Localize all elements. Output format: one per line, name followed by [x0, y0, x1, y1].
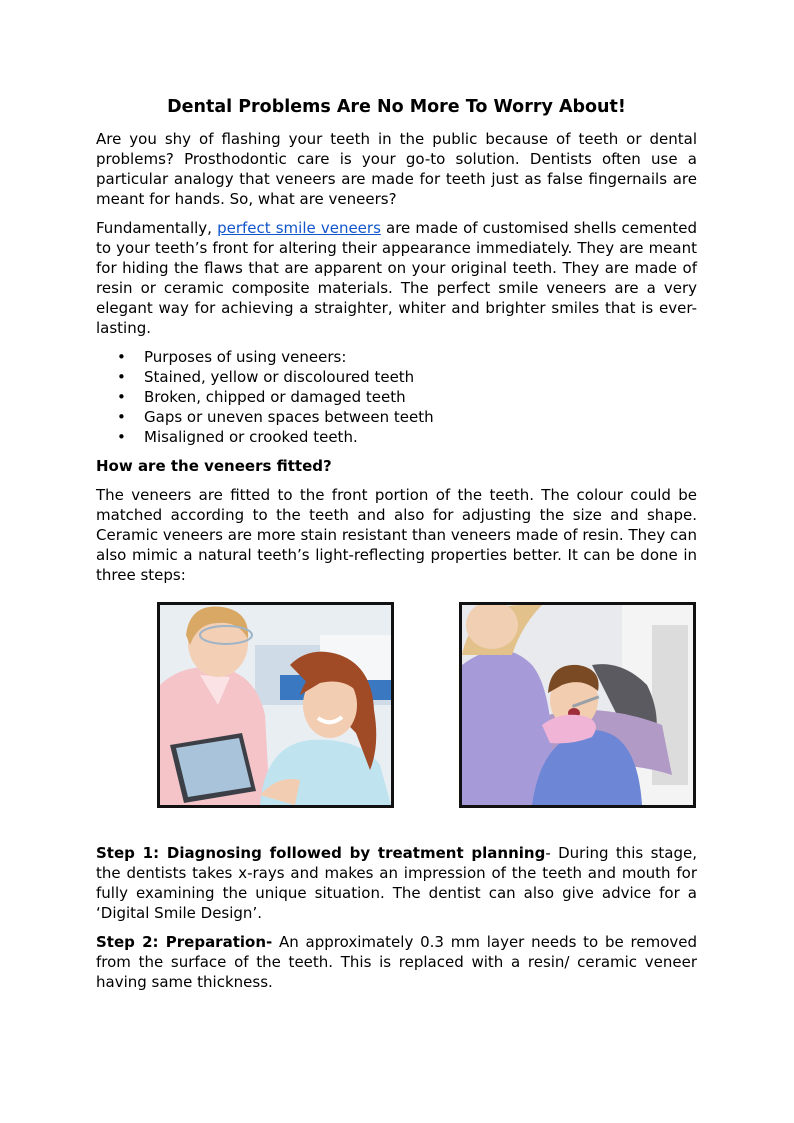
para2-prefix: Fundamentally, [96, 219, 218, 237]
bullet-icon: • [117, 388, 126, 406]
bullet-icon: • [117, 348, 126, 366]
list-item [96, 367, 697, 387]
step2-paragraph [96, 932, 697, 992]
step2-text: An approximately 0.3 mm layer needs to be removed from the surface of the teeth. This is replaced with a resin/ ceramic veneer having same thickness. [96, 933, 697, 991]
fitting-paragraph: The veneers are fitted to the front portion of the teeth. The colour could be matched according to the teeth and also for adjusting the size and shape. Ceramic veneers are more stain resistant than veneers made of resin. They can also mimic a natural teeth’s light-reflecting properties better. It can be done in three steps: [96, 486, 697, 584]
dentist-patient-photo [157, 602, 394, 808]
list-item [96, 407, 697, 427]
document-page [96, 95, 697, 1001]
list-item [96, 427, 697, 447]
step1-text: - During this stage, the dentists takes x-rays and makes an impression of the teeth and mouth for fully examining the unique situation. The dentist can also give advice for a ‘Digital Smile Design’. [96, 844, 697, 922]
step1-label: Step 1: Diagnosing followed by treatment planning [96, 844, 546, 862]
intro-paragraph: Are you shy of flashing your teeth in the public because of teeth or dental problems? Prosthodontic care is your go-to solution. Dentists often use a particular analogy that veneers are made for teeth just as false fingernails are meant for hands. So, what are veneers? [96, 130, 697, 208]
perfect-smile-veneers-link[interactable]: perfect smile veneers [217, 219, 381, 237]
purposes-list [96, 347, 697, 447]
list-item-text: Purposes of using veneers: [144, 348, 347, 366]
bullet-icon: • [117, 408, 126, 426]
veneers-definition-paragraph [96, 218, 697, 338]
bullet-icon: • [117, 428, 126, 446]
list-item [96, 347, 697, 367]
list-item-text: Broken, chipped or damaged teeth [144, 388, 406, 406]
bullet-icon: • [117, 368, 126, 386]
child-dental-exam-photo [459, 602, 696, 808]
step1-paragraph [96, 843, 697, 923]
step2-label: Step 2: Preparation- [96, 933, 273, 951]
list-item [96, 387, 697, 407]
document-title: Dental Problems Are No More To Worry About! [167, 97, 626, 117]
para2-suffix: are made of customised shells cemented to your teeth’s front for altering their appearance immediately. They are meant for hiding the flaws that are apparent on your original teeth. They are made of resin or ceramic composite materials. The perfect smile veneers are a very elegant way for achieving a straighter, whiter and brighter smiles that is ever-lasting. [96, 219, 698, 337]
list-item-text: Misaligned or crooked teeth. [144, 428, 358, 446]
list-item-text: Gaps or uneven spaces between teeth [144, 408, 434, 426]
list-item-text: Stained, yellow or discoloured teeth [144, 368, 415, 386]
image-row [96, 602, 697, 824]
fitting-subheading: How are the veneers fitted? [96, 457, 332, 475]
